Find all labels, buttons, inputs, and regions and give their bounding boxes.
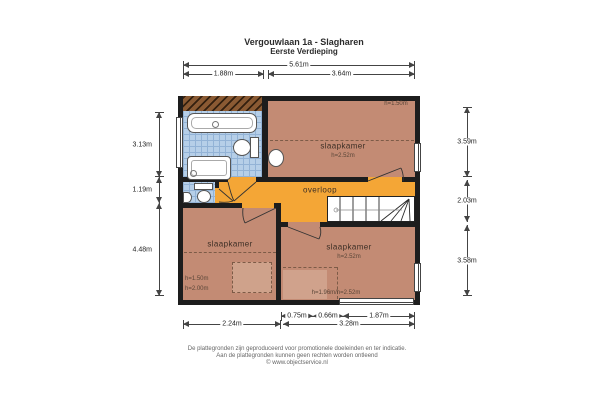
dimension-top-total: 5.61m: [183, 61, 415, 70]
doors-and-stairs-overlay: [178, 96, 420, 305]
dimension-bottom-left: 2.24m: [183, 320, 281, 329]
bedroom-top-label: slaapkamer: [320, 141, 366, 151]
bedroom-left-note1: h=1.50m: [185, 276, 209, 282]
dimension-left-top: 3.13m: [155, 112, 164, 177]
bedroom-left-label: slaapkamer: [207, 239, 253, 249]
landing-label: overloop: [303, 185, 337, 195]
floor-subtitle: Eerste Verdieping: [270, 47, 338, 56]
dimension-bottom-seg2: 0.66m: [313, 312, 343, 321]
plan-title: [179, 37, 429, 56]
bedroom-right-label: slaapkamer: [326, 242, 372, 252]
dimension-top-right: 3.64m: [268, 70, 415, 79]
bedroom-right-note: h=1.96m/h=2.52m: [311, 290, 361, 296]
address-title: Vergouwlaan 1a - Slagharen: [244, 37, 364, 47]
dimension-left-bottom: 4.48m: [155, 203, 164, 296]
dimension-bottom-seg3: 1.87m: [343, 312, 415, 321]
disclaimer-line3: © www.objectservice.nl: [266, 360, 328, 366]
disclaimer-line2: Aan de plattegronden kunnen geen rechten worden ontleend: [216, 353, 378, 359]
disclaimer: [147, 346, 447, 367]
bedroom-top-height: h=2.52m: [331, 153, 355, 159]
dimension-right-mid: 2.03m: [463, 180, 472, 222]
dimension-right-bottom: 3.58m: [463, 225, 472, 296]
bedroom-left-note2: h=2.00m: [185, 286, 209, 292]
dimension-top-left: 1.88m: [183, 70, 264, 79]
dimension-right-top: 3.59m: [463, 107, 472, 177]
disclaimer-line1: De plattegronden zijn geproduceerd voor promotionele doeleinden en ter indicatie.: [187, 346, 407, 352]
dimension-bottom-right: 3.28m: [283, 320, 415, 329]
bedroom-right-height: h=2.52m: [337, 254, 361, 260]
dimension-left-mid: 1.19m: [155, 177, 164, 203]
bedroom-top-corner-note: h=1.50m: [384, 101, 408, 107]
dimension-bottom-seg1: 0.75m: [281, 312, 313, 321]
